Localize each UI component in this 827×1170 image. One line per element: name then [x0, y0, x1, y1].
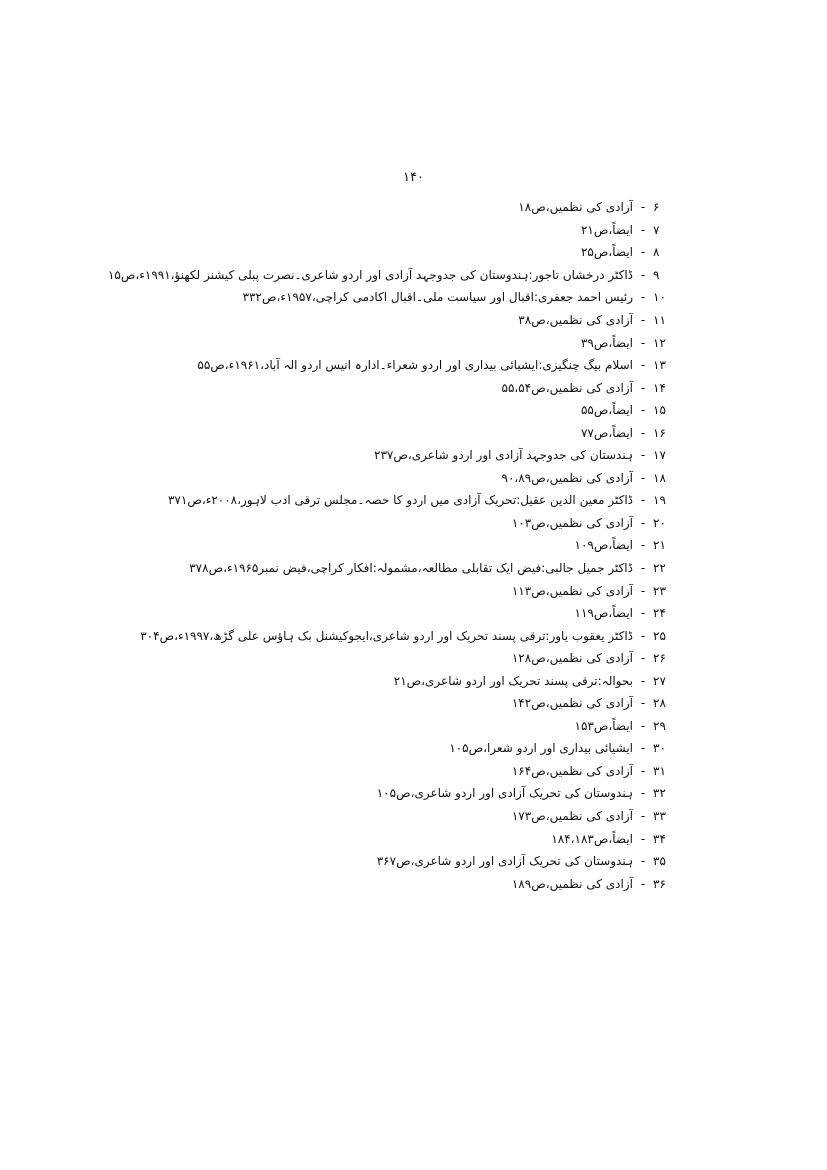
- footnote-text: ہندوستان کی تحریک آزادی اور اردو شاعری،ص۱۰۵: [376, 786, 633, 801]
- footnote-number: ۲۴: [653, 606, 666, 621]
- footnote-item: [87, 264, 677, 287]
- footnote-item: [87, 737, 677, 760]
- page-number: ۱۴۰: [403, 170, 424, 185]
- footnote-number: ۳۱: [653, 763, 666, 778]
- footnote-separator: -: [640, 628, 646, 643]
- footnote-separator: -: [640, 831, 646, 846]
- footnote-text: آزادی کی نظمیں،ص۳۸: [518, 313, 633, 327]
- footnote-number: ۲۸: [653, 696, 666, 711]
- footnote-item: [87, 557, 677, 580]
- footnote-separator: -: [640, 267, 646, 282]
- footnote-separator: -: [640, 358, 646, 373]
- footnote-list: [87, 196, 677, 895]
- footnote-separator: -: [640, 380, 646, 395]
- footnote-number: ۱۱: [653, 313, 666, 327]
- footnote-number: ۱۵: [653, 403, 666, 418]
- footnote-item: [87, 534, 677, 557]
- footnote-item: [87, 692, 677, 715]
- footnote-item: [87, 309, 677, 332]
- footnote-separator: -: [640, 741, 646, 756]
- footnote-separator: -: [640, 651, 646, 666]
- footnote-text: ایضاً،ص۱۰۹: [574, 538, 633, 553]
- footnote-number: ۱۴: [653, 380, 666, 395]
- footnote-item: [87, 421, 677, 444]
- footnote-number: ۲۵: [653, 628, 666, 643]
- footnote-separator: -: [640, 515, 646, 530]
- footnote-number: ۳۲: [653, 786, 666, 801]
- footnote-number: ۱۳: [653, 358, 666, 373]
- footnote-item: [87, 647, 677, 670]
- footnote-item: [87, 399, 677, 422]
- footnote-text: آزادی کی نظمیں،ص۱۸۹: [511, 876, 633, 891]
- footnote-number: ۲۳: [653, 583, 666, 598]
- footnote-separator: -: [640, 786, 646, 801]
- footnote-number: ۸: [653, 245, 660, 260]
- footnote-separator: -: [640, 448, 646, 463]
- footnote-item: [87, 376, 677, 399]
- footnote-text: ایضاً،ص۵۵: [580, 403, 633, 418]
- footnote-item: [87, 444, 677, 467]
- footnote-text: ڈاکٹر جمیل جالبی:فیض ایک تقابلی مطالعہ،مشمولہ:افکار کراچی،فیض نمبر۱۹۶۵ء،ص۳۷۸: [189, 561, 633, 576]
- footnote-text: بحوالہ:ترقی پسند تحریک اور اردو شاعری،ص۲۱: [393, 673, 633, 688]
- footnote-number: ۱۷: [653, 448, 666, 463]
- footnote-text: ہندستان کی جدوجہد آزادی اور اردو شاعری،ص۲۳۷: [374, 448, 633, 463]
- footnote-item: [87, 782, 677, 805]
- footnote-item: [87, 602, 677, 625]
- footnote-number: ۲۱: [653, 538, 666, 553]
- footnote-separator: -: [640, 335, 646, 350]
- footnote-text: آزادی کی نظمیں،ص۹۰،۸۹: [501, 470, 633, 485]
- footnote-item: [87, 669, 677, 692]
- footnote-text: ایضاً،ص۳۹: [580, 335, 633, 350]
- footnote-text: آزادی کی نظمیں،ص۵۵،۵۴: [501, 380, 633, 395]
- footnote-number: ۲۷: [653, 673, 666, 688]
- footnote-item: [87, 331, 677, 354]
- footnote-number: ۱۸: [653, 470, 666, 485]
- footnote-separator: -: [640, 809, 646, 824]
- footnote-number: ۱۲: [653, 335, 666, 350]
- footnote-separator: -: [640, 245, 646, 260]
- footnote-text: ڈاکٹر معین الدین عقیل:تحریک آزادی میں اردو کا حصہ۔مجلس ترقی ادب لاہور،۲۰۰۸ء،ص۳۷۱: [167, 493, 633, 508]
- footnote-item: [87, 489, 677, 512]
- footnote-text: آزادی کی نظمیں،ص۱۰۳: [511, 515, 633, 530]
- footnote-text: ایضاً،ص۱۸۴،۱۸۳: [551, 831, 633, 846]
- footnote-text: ایضاً،ص۱۵۳: [574, 718, 633, 733]
- footnote-number: ۳۰: [653, 741, 666, 756]
- footnote-text: ڈاکٹر یعقوب یاور:ترقی پسند تحریک اور اردو شاعری،ایجوکیشنل بک ہاؤس علی گڑھ،۱۹۹۷ء،ص۳۰۴: [140, 628, 633, 643]
- footnote-text: ایضاً،ص۲۵: [580, 245, 633, 260]
- footnote-separator: -: [640, 673, 646, 688]
- footnote-text: اسلام بیگ چنگیزی:ایشیائی بیداری اور اردو شعراء۔ادارہ انیس اردو الہ آباد،۱۹۶۱ء،ص۵۵: [197, 358, 633, 373]
- footnote-separator: -: [640, 854, 646, 869]
- footnote-text: آزادی کی نظمیں،ص۱۷۳: [511, 809, 633, 824]
- footnote-item: [87, 467, 677, 490]
- footnote-separator: -: [640, 876, 646, 891]
- footnote-text: ایضاً،ص۲۱: [580, 222, 633, 237]
- footnote-number: ۲۶: [653, 651, 666, 666]
- footnote-separator: -: [640, 470, 646, 485]
- footnote-item: [87, 512, 677, 535]
- footnote-item: [87, 219, 677, 242]
- footnote-separator: -: [640, 290, 646, 305]
- footnote-separator: -: [640, 538, 646, 553]
- footnote-item: [87, 872, 677, 895]
- footnote-separator: -: [640, 606, 646, 621]
- footnote-number: ۲۲: [653, 561, 666, 576]
- footnote-item: [87, 354, 677, 377]
- footnote-number: ۳۴: [653, 831, 666, 846]
- footnote-number: ۱۹: [653, 493, 666, 508]
- footnote-item: [87, 196, 677, 219]
- footnote-number: ۱۰: [653, 290, 666, 305]
- footnote-item: [87, 827, 677, 850]
- footnote-separator: -: [640, 696, 646, 711]
- footnote-item: [87, 760, 677, 783]
- footnote-item: [87, 715, 677, 738]
- footnote-separator: -: [640, 583, 646, 598]
- footnote-number: ۳۳: [653, 809, 666, 824]
- footnote-text: ایضاً،ص۷۷: [580, 425, 633, 440]
- footnote-number: ۶: [653, 200, 660, 215]
- footnote-number: ۹: [653, 267, 660, 282]
- footnote-text: آزادی کی نظمیں،ص۱۸: [518, 200, 633, 215]
- footnote-number: ۷: [653, 222, 660, 237]
- footnote-number: ۳۶: [653, 876, 666, 891]
- footnote-text: ڈاکٹر درخشاں تاجور:ہندوستان کی جدوجہد آزادی اور اردو شاعری۔نصرت پبلی کیشنز لکھنؤ،۱۹۹۱ء،ص۱۵: [107, 267, 633, 282]
- footnote-item: [87, 241, 677, 264]
- footnote-number: ۲۰: [653, 515, 666, 530]
- footnote-item: [87, 624, 677, 647]
- footnote-number: ۳۵: [653, 854, 666, 869]
- footnote-item: [87, 286, 677, 309]
- footnote-separator: -: [640, 403, 646, 418]
- footnote-text: آزادی کی نظمیں،ص۱۲۸: [511, 651, 633, 666]
- footnote-item: [87, 850, 677, 873]
- footnote-number: ۱۶: [653, 425, 666, 440]
- footnote-text: آزادی کی نظمیں،ص۱۶۴: [511, 763, 633, 778]
- footnote-number: ۲۹: [653, 718, 666, 733]
- footnote-separator: -: [640, 561, 646, 576]
- footnote-item: [87, 579, 677, 602]
- footnote-text: ایشیائی بیداری اور اردو شعرا،ص۱۰۵: [449, 741, 633, 756]
- footnote-item: [87, 805, 677, 828]
- footnote-separator: -: [640, 222, 646, 237]
- footnote-text: ہندوستان کی تحریک آزادی اور اردو شاعری،ص۳۶۷: [376, 854, 633, 869]
- footnote-separator: -: [640, 493, 646, 508]
- footnote-separator: -: [640, 425, 646, 440]
- footnote-separator: -: [640, 200, 646, 215]
- footnote-text: آزادی کی نظمیں،ص۱۱۳: [511, 583, 633, 598]
- footnote-separator: -: [640, 313, 646, 327]
- footnote-separator: -: [640, 763, 646, 778]
- footnote-text: آزادی کی نظمیں،ص۱۴۲: [511, 696, 633, 711]
- footnote-text: ایضاً،ص۱۱۹: [574, 606, 633, 621]
- footnote-text: رئیس احمد جعفری:اقبال اور سیاست ملی۔اقبال اکادمی کراچی،۱۹۵۷ء،ص۳۳۲: [242, 290, 633, 305]
- footnote-separator: -: [640, 718, 646, 733]
